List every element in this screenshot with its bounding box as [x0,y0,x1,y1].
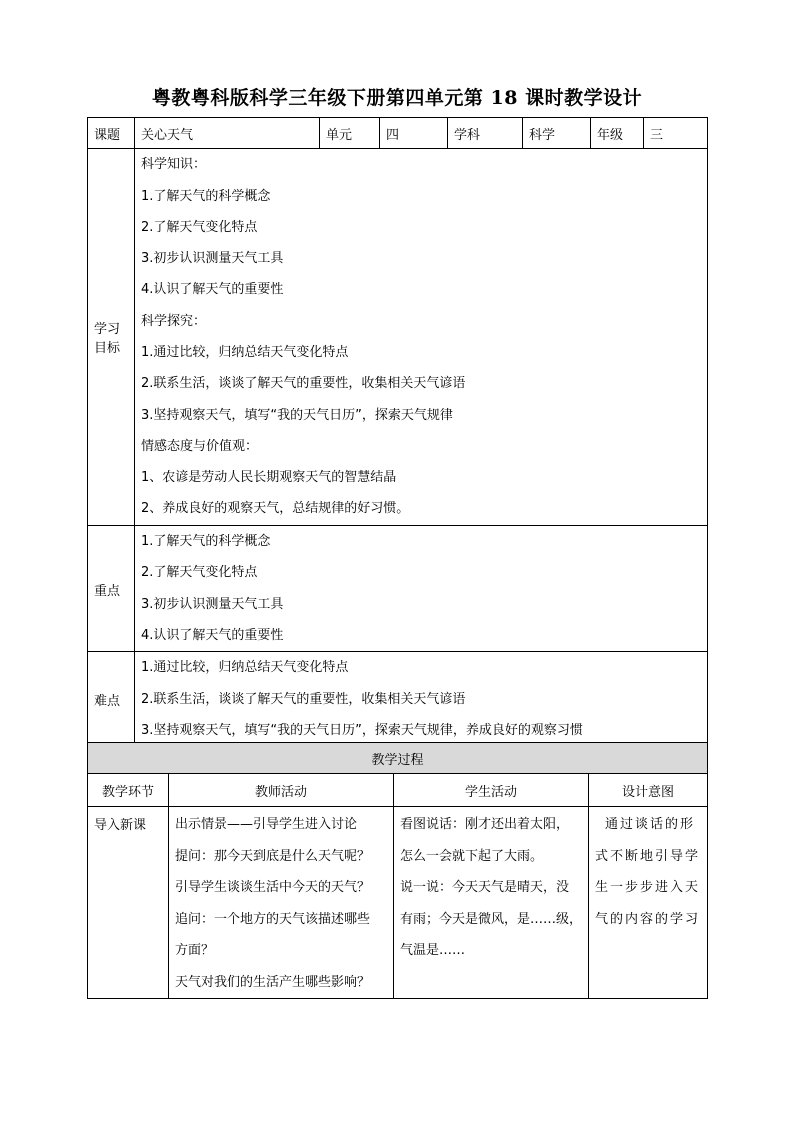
goals-content [135,149,708,526]
teacher-line: 提问：那今天到底是什么天气呢？ [175,848,371,864]
goals-row [88,149,708,526]
design-intent-cell [589,807,708,999]
difficult-point-line: 2.联系生活，谈谈了解天气的重要性，收集相关天气谚语 [141,691,466,707]
info-row [88,118,708,149]
goal-line: 1.通过比较，归纳总结天气变化特点 [141,345,349,360]
process-header-row [88,774,708,807]
difficult-point-line: 3.坚持观察天气，填写“我的天气日历”，探索天气规律，养成良好的观察习惯 [141,722,583,738]
difficult-points-content [135,652,708,747]
topic-label: 课题 [88,118,135,149]
student-line: 有雨；今天是微风，是……级， [400,911,583,927]
teacher-activity-cell [169,807,394,999]
goal-line: 4.认识了解天气的重要性 [141,282,284,298]
process-title: 教学过程 [88,743,708,774]
topic-value: 关心天气 [135,118,320,149]
unit-value: 四 [380,118,448,149]
goal-line: 1.了解天气的科学概念 [141,188,271,204]
goal-line: 1、农谚是劳动人民长期观察天气的智慧结晶 [141,470,397,486]
lesson-info-table [87,117,708,747]
key-points-content [135,526,708,652]
student-line: 说一说：今天天气是晴天，没 [400,880,570,895]
goals-label [88,149,135,526]
goal-line: 情感态度与价值观： [141,438,259,454]
teaching-process-table [87,742,708,999]
key-point-line: 1.了解天气的科学概念 [141,534,271,549]
goal-line: 科学探究： [141,313,207,329]
grade-value: 三 [644,118,708,149]
teacher-line: 天气对我们的生活产生哪些影响？ [175,974,371,990]
goal-line: 3.初步认识测量天气工具 [141,251,284,267]
difficult-point-line: 1.通过比较，归纳总结天气变化特点 [141,660,349,676]
student-line: 怎么一会就下起了大雨。 [400,848,544,864]
goals-label-line: 学习 [94,322,121,337]
student-line: 气温是…… [400,943,466,958]
header-student: 学生活动 [394,774,589,807]
header-intent: 设计意图 [589,774,708,807]
teacher-line: 方面？ [175,943,215,958]
unit-label: 单元 [320,118,380,149]
difficult-points-label: 难点 [88,652,135,747]
process-title-row [88,743,708,774]
teacher-line: 追问：一个地方的天气该描述哪些 [175,911,371,927]
goal-line: 2、养成良好的观察天气，总结规律的好习惯。 [141,501,410,517]
header-stage: 教学环节 [88,774,169,807]
goal-line: 2.了解天气变化特点 [141,219,258,235]
intent-line: 气的内容的学习 [595,911,701,927]
intent-line: 生一步步进入天 [595,880,701,895]
student-line: 看图说话：刚才还出着太阳， [400,817,570,832]
goal-line: 3.坚持观察天气，填写“我的天气日历”，探索天气规律 [141,407,453,423]
student-activity-cell [394,807,589,999]
page-title: 粤教粤科版科学三年级下册第四单元第 18 课时教学设计 [151,87,643,109]
key-point-line: 2.了解天气变化特点 [141,565,258,581]
stage-cell: 导入新课 [88,807,169,999]
intent-line: 式不断地引导学 [595,848,701,864]
grade-label: 年级 [591,118,644,149]
key-points-row [88,526,708,652]
key-points-label: 重点 [88,526,135,652]
intent-line: 通过谈话的形 [605,817,696,832]
teacher-line: 出示情景——引导学生进入讨论 [175,817,358,832]
header-teacher: 教师活动 [169,774,394,807]
process-row [88,807,708,999]
key-point-line: 3.初步认识测量天气工具 [141,596,284,612]
difficult-points-row [88,652,708,747]
subject-value: 科学 [523,118,591,149]
goals-label-line: 目标 [94,341,121,356]
teacher-line: 引导学生谈谈生活中今天的天气？ [175,880,371,895]
goal-line: 科学知识： [141,157,207,173]
goal-line: 2.联系生活，谈谈了解天气的重要性，收集相关天气谚语 [141,376,466,392]
key-point-line: 4.认识了解天气的重要性 [141,627,284,643]
subject-label: 学科 [448,118,523,149]
